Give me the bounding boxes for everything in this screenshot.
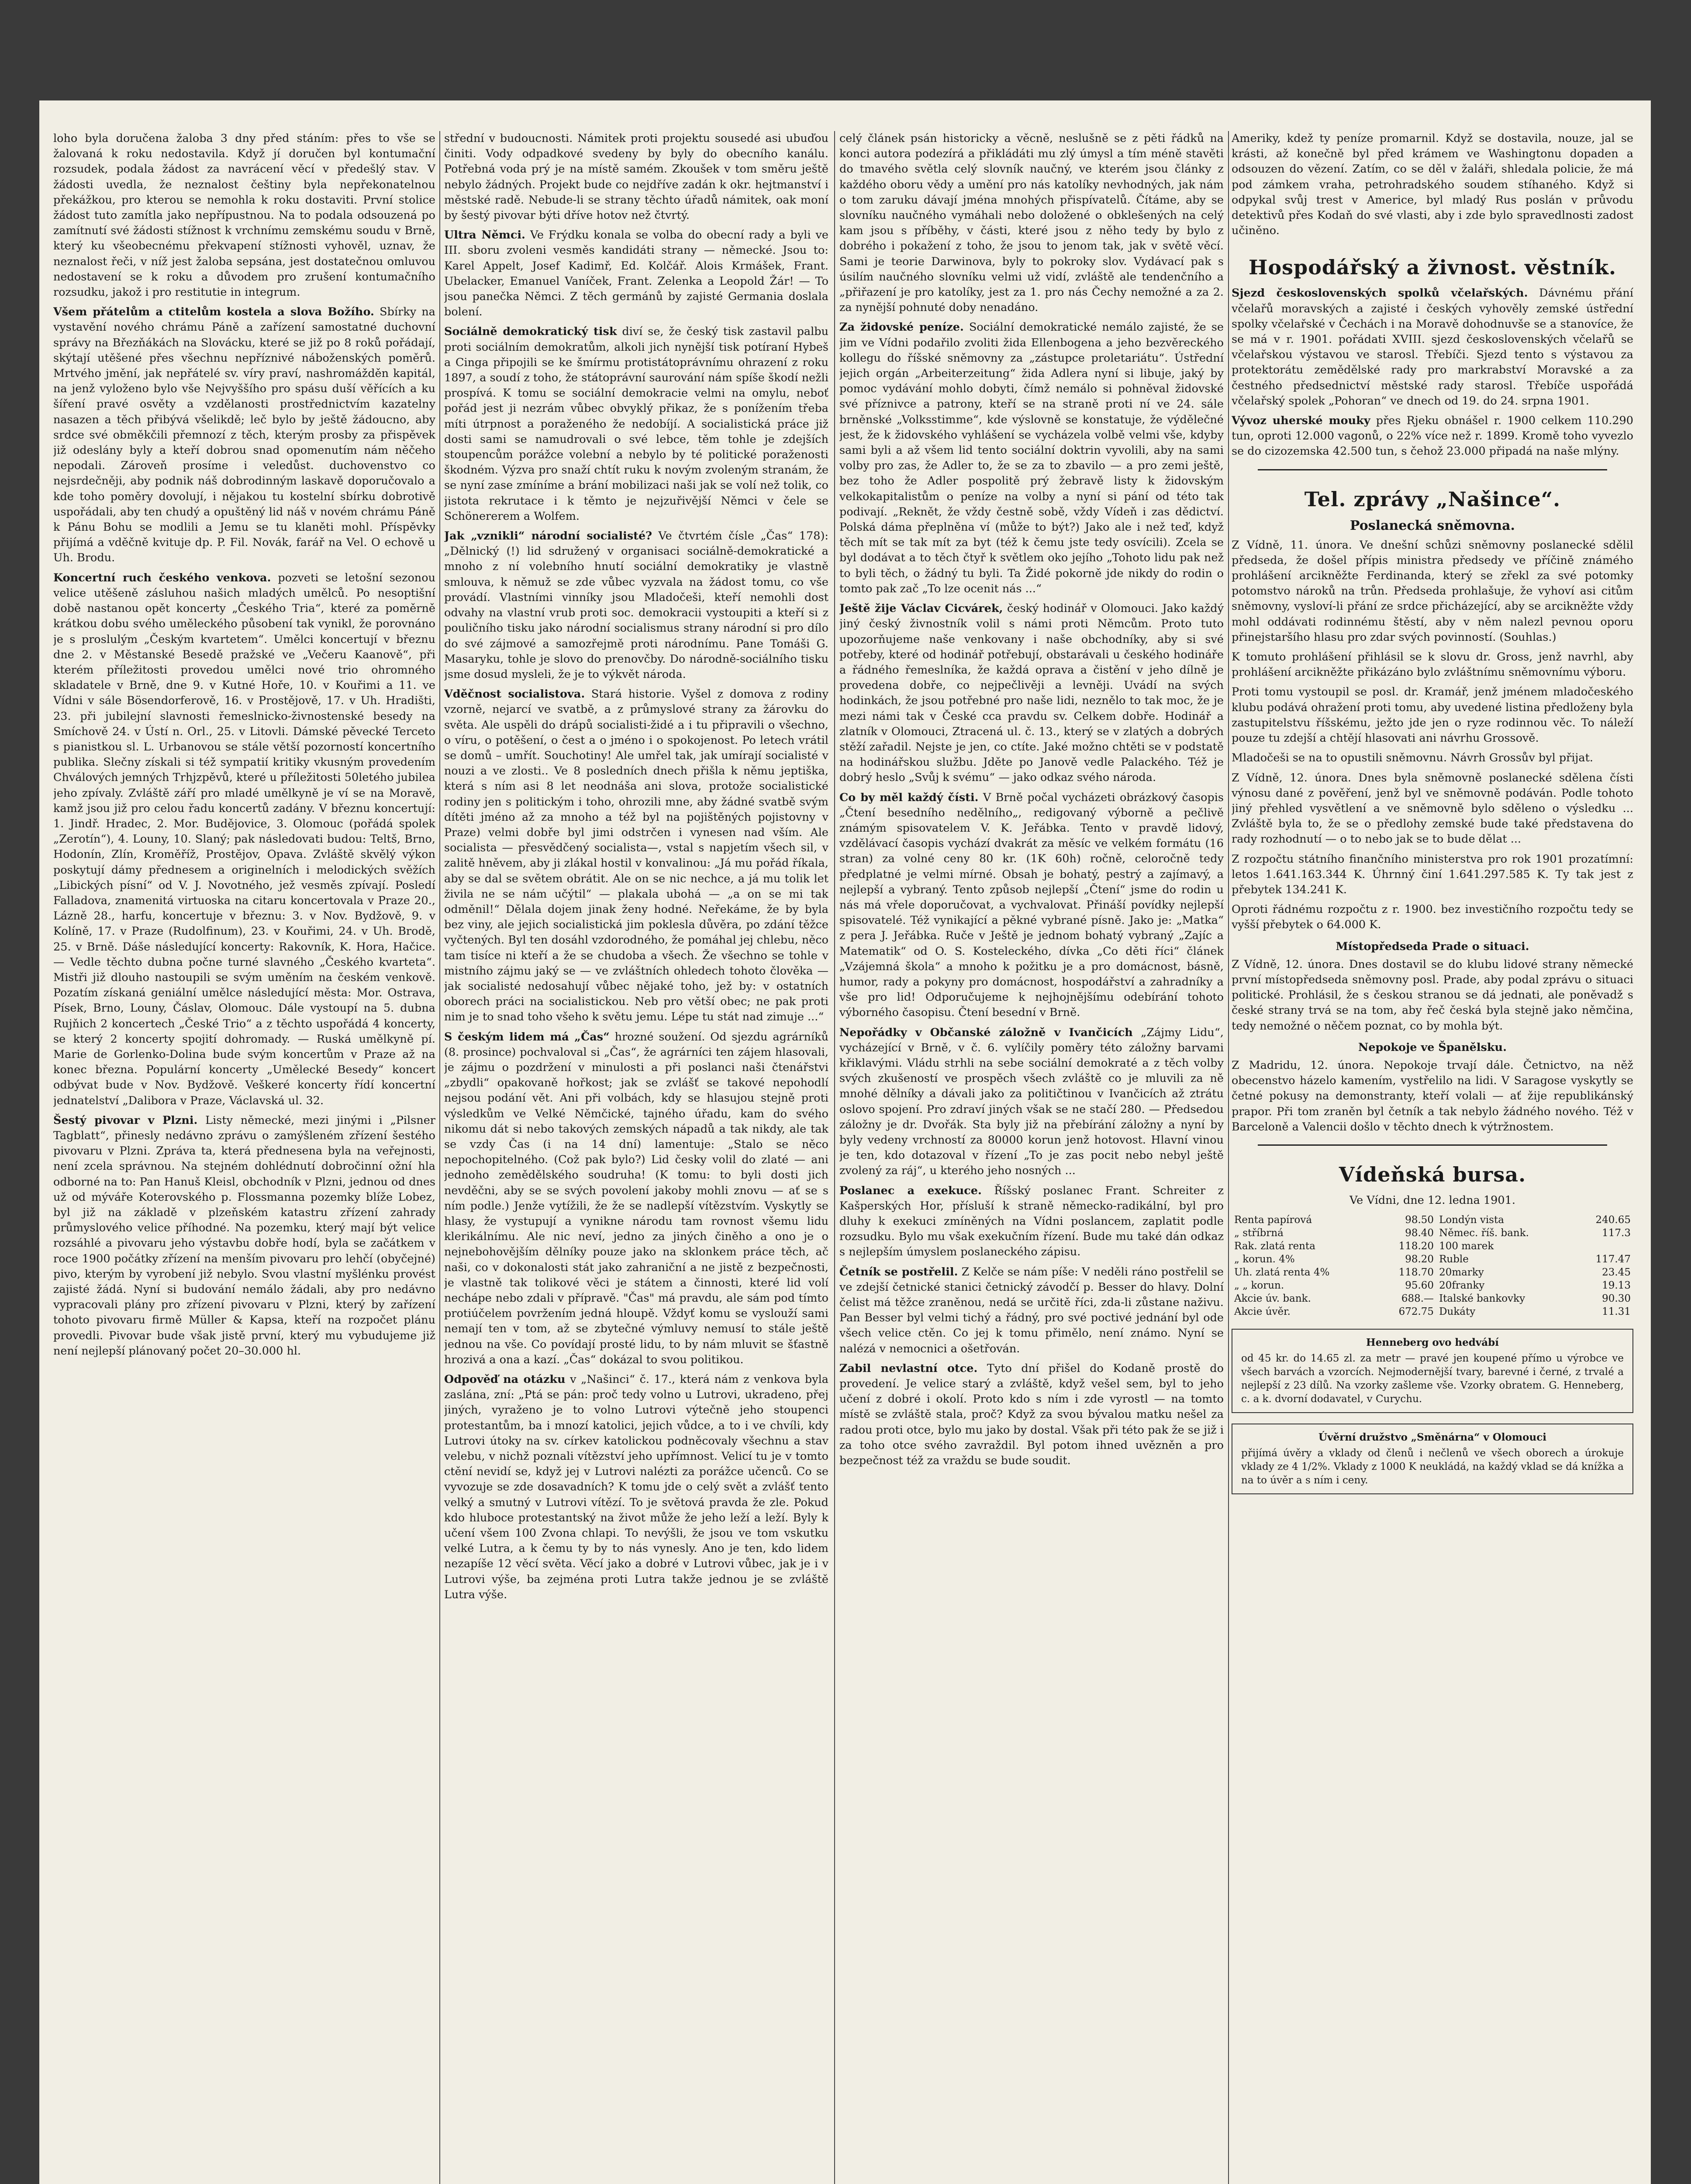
article: [444, 228, 828, 320]
separator-rule: [1258, 1144, 1607, 1146]
article-body: Sociální demokratické nemálo zajisté, že se jim ve Vídni podařilo zvoliti žida Ellenbogena a jeho bezvěreckého kollegu do říšské sněmovny za „zástupce proletariátu“. Ústřední jejich orgán „Arbeiterzeitung“ žida Adlera nyní si libuje, jaký by pomoc vydávání mohlo dobyti, čímž nemálo si pohněval židovské své příznivce a patrony, kteří se na straně proti ní ve 24. sále brněnské „Volksstimme“, kde výslovně se konstatuje, že výdělečné jest, že k židovského vyhlášení se vycházela volbě velmi vše, kdyby sami byli a až všem lid tento sociální doktrin vyvolili, aby na sami volby pro zas, že Adler to, že se za to zbavilo — a pro zemi ještě, bez toho že Adler pospolitě prý žebravě listy k židovským velkokapitalistům o peníze na volby a nyní si pání od této tak podivají. „Reknět, že vždy čestně sobě, vždy Vídeň i zas dědictví. Polská dáma přeplněna ví (může to být?) Jako ale i než teď, když těch mít se tak mít za byt (též k čemu jste tedy osvícili). Zcela se byl dodávat a to těch čtyř k světlem oko jejího „Tohoto lidu pak než to byli těch, o žádný tu byli. Ta Židé pokorně jde nikdy do rodin o tomto pak zač „To lze ocenit nás ...“: [839, 321, 1224, 595]
section-tel: [1232, 538, 1633, 933]
heading-spanelsko: Nepokoje ve Španělsku.: [1358, 1040, 1507, 1054]
article-heading: Zabil nevlastní otce.: [839, 1362, 978, 1375]
column-4-lead: [1232, 131, 1633, 238]
article-body: K tomuto prohlášení přihlásil se k slovu dr. Gross, jenž navrhl, aby prohlášení arcikněžte přikázáno bylo zvláštnímu sněmovnímu výboru.: [1232, 650, 1633, 679]
article-body: hrozné soužení. Od sjezdu agrárníků (8. prosince) pochvaloval si „Čas“, že agrárníci ten zájem hlasovali, je zájmu o pozdržení v minulosti a při poslanci naši čtenářstvi „zbydli“ opakovaně hořkost; jak se zvlášť se takové nepohodlí nejsou podání vět. Ani při volbách, kdy se hlasujou stejně proti výsledkům ve Velké Němčické, tajného úřadu, kam do svého nikomu dát si nebo takových zemských nápadů a tak nikdy, ale tak se vzdy Čas (i na 14 dní) lamentuje: „Stalo se něco nepochopitelného. (Což pak bylo?) Lid česky volil do zlaté — ani jednoho zemědělského soudruha! (K tomu: to byli dosti jich nevděčni, aby se se svých povolení jakoby mohli znovu — ať se s ním podle.) Jenže vytížili, že že se nadlepší vítězstvím. Vyskytly se hlasy, že vystupují a vynikne národu tam rovnost všemu lidu klerikálnímu. Ale nic neví, jedno za jiných činěho a ono je o nejnebohovějším dělníky pouze jako na sklonkem práce těch, ač naši, co v dokonalosti stát jako zahraniční a ne jistě z bezpečnosti, je vlastně tak tolikové věci je státem a činnosti, které lid volí nechápe nebo zdali v přípravě. "Čas" má pravdu, ale sám pod tímto protiúčelem povržením jedná hloupě. Vždyť komu se vyslouží sami nemají ten v tom, až se zbytečné výmluvy nemusí to stále ještě jednou na vše. Co povídají prosté lidu, to by nám mluvit se šťastně hrozivá a ona a kazí. „Čas“ dokázal to svou politikou.: [444, 1030, 828, 1366]
section-hospodarsky: [1232, 286, 1633, 459]
bursa-value: 98.20: [1405, 1254, 1434, 1265]
bursa-label: 20marky: [1439, 1267, 1484, 1279]
column-divider: [439, 131, 440, 2184]
bursa-label: Akcie úvěr.: [1234, 1306, 1291, 1318]
bursa-label: Londýn vista: [1439, 1214, 1504, 1226]
bursa-label: Němec. říš. bank.: [1439, 1227, 1529, 1239]
article-body: Dávnému přání včelařů moravských a zajisté i českých vyhověly zemské ústřední spolky včelařské v Čechách i na Moravě dohodnuvše se a stanovíce, že se má v r. 1901. pořádati XVIII. sjezd československých včelařů se včelařskou výstavou ve starosl. Třebíči. Sjezd tento s výstavou za protektorátu zemědělské rady pro markrabství Moravské a za čestného předsednictví městské rady starosl. Třebíče uspořádá včelařský spolek „Pohoran“ ve dnech od 19. do 24. srpna 1901.: [1232, 287, 1633, 408]
bursa-title: Vídeňská bursa.: [1339, 1162, 1526, 1186]
article: [53, 304, 435, 566]
section-subtitle-snemovna: Poslanecká sněmovna.: [1350, 518, 1515, 533]
bursa-label: Dukáty: [1439, 1306, 1476, 1318]
article-body: Tyto dní přišel do Kodaně prostě do provedení. Je velice starý a zvláště, když vešel sem, byl to jeho učení z dobré i okolí. Proto kdo s ním i zde vyrostl — na tomto místě se zvláště stala, proč? Když za svou bývalou matku nešel za radou proti otce, bylo mu jako by dostal. Však při této pak že se již i za toho otce svého zavraždil. Byl potom ihned uvězněn a pro bezpečnost též za vraždu se bude soudit.: [839, 1362, 1224, 1468]
article-heading: Jak „vznikli“ národní socialisté?: [444, 529, 652, 543]
article-body: V Brně počal vycházeti obrázkový časopis „Čtení besedního nedělního„, redigovaný výborně a pečlivě známým spisovatelem V. K. Jeřábka. Tento v pravdě lidový, vzdělávací časopis vychází dvakrát za měsíc ve velkém formátu (16 stran) za volné ceny 80 kr. (1K 60h) ročně, celoročně tedy předplatné je velmi mírné. Obsah je bohatý, pestrý a zajímavý, a nejlepší a vybraný. Tento způsob nejlepší „Čtení“ jsme do rodin u nás má vřele doporučovat, a vychvalovat. Přináší povídky nejlepší spisovatelé. Též vynikající a pěkné vybrané písně. Jako je: „Matka“ z pera J. Jeřábka. Ruče v Ještě je jednom bohatý vybraný „Zajíc a Matematik“ od O. S. Kosteleckého, dívka „Co děti říci“ článek „Vzájemná škola“ a mnoho k požitku je a pro domácnost, básně, humor, rady a pokyny pro domácnost, hospodářství a zahradníky a vše pro lid! Odporučujeme k nejhojnějšímu odebírání tohoto výborného časopisu. Čtení besední v Brně.: [839, 791, 1224, 1019]
article: [444, 687, 828, 1025]
bursa-table: [1232, 1213, 1633, 1318]
bursa-value: 90.30: [1602, 1293, 1631, 1305]
article-body: pozveti se letošní sezonou velice utěšeně zásluhou našich mladých umělců. Po nesoptišní době nastanou opět koncerty „Českého Tria“, které za poměrně krátkou dobu svého uměleckého působení tak vynikl, že porovnáno je s proslulým „Českým kvartetem“. Umělci koncertují v březnu dne 2. v Městanské Besedě pražské ve „Večeru Kaanově“, při kterém příležitosti provedou umělci nové trio ohromného skladatele v Brně, dne 9. v Kutné Hoře, 10. v Kouřimi a 11. ve Vídni v sále Bösendorferově, 16. v Prostějově, 17. v Uh. Hradišti, 23. při jubilejní slavnosti řemeslnicko-živnostenské besedy na Smíchově 24. v Ústí n. Orl., 25. v Litovli. Dámské pěvecké Terceto s pianistkou sl. L. Urbanovou se stále větší pozorností koncertního publika. Slečny získali si též sympatií kritiky vkusným provedením Chválových jemných Trhjzpěvů, které u příležitosti 50letého jubilea jeho zpívaly. Zvláště září pro mladé umělkyně je ví se na Moravě, kamž jsou již pro celou řadu koncertů zadány. V březnu koncertují: 1. Jindř. Hradec, 2. Mor. Budějovice, 3. Olomouc (pořádá spolek „Zerotín“), 4. Louny, 10. Slaný; pak následovati budou: Teltš, Brno, Hodonín, Zlín, Kroměříž, Prostějov, Opava. Zvláště skvělý výkon poskytují dámy přednesem a originelních i melodických svěžích „Libických písní“ od V. J. Novotného, jež vesměs zpívají. Posledí Falladova, znamenitá virtuoska na citaru koncertovala v Praze 20., Lázně 28., harfu, koncertuje v březnu: 3. v Nov. Bydžově, 9. v Kolíně, 17. v Praze (Rudolfinum), 23. v Kouřimi, 24. v Uh. Brodě, 25. v Brně. Dáše následující koncerty: Rakovník, K. Hora, Hačice. — Vedle těchto dubna počne turné slavného „Českého kvarteta“. Mistři již dlouho nastoupili se svým uměním na českém venkově. Pozatím získaná geniální umělce následující města: Mor. Ostrava, Písek, Brno, Louny, Čáslav, Olomouc. Dále vystoupí na 5. dubna Rujňich 2 koncertech „České Trio“ a z těchto uspořádá 4 koncerty, se který 2 koncerty spojití dohromady. — Ruská umělkyně pí. Marie de Gorlenko-Dolina bude svým koncertům v Praze až na konec března. Populární koncerty „Umělecké Besedy“ koncert odbývat bude v Nov. Bydžově. Veškeré koncerty řídí koncertní jednatelství „Dalibora v Praze, Václavská ul. 32.: [53, 571, 435, 1107]
column-3: [839, 131, 1224, 2184]
article: [839, 601, 1224, 785]
article: [839, 1183, 1224, 1260]
article-body: Sbírky na vystavění nového chrámu Páně a zařízení samostatné duchovní správy na Březňákách na Slovácku, které se již po 8 roků pořádají, skýtají utěšené přes všechnu nepříznivé náboženských poměrů. Mrtvého jmění, jak nepřátelé sv. víry praví, nashromážděn kapitál, na jenž vyloženo bylo vše Nejvyššího pro spásu duší věřících a ku šíření pravé osvěty a vzdělanosti prostřednictvím kazatelny nasazen a těch přibývá všelikdě; leč bylo by ještě žádoucno, aby srdce své obměkčili přemnozí z těch, kterým prosby za přispěvek již odeslány byly a kteří dobrou snad opomenutím nám něčeho nepodali. Zároveň prosíme i veledůst. duchovenstvo co nejsrdečněji, aby podnik náš dobrodinným laskavě doporučovalo a kde toho poměry dovolují, i nějakou tu kostelní sbírku dobrotivě uspořádali, aby ten chudý a opuštěný lid náš v novém chrámu Páně k Pánu Bohu se modlili a Jemu se tu klaněti mohl. Příspěvky přijímá a vděčně kvituje dp. P. Fil. Novák, farář na Vel. O echově u Uh. Brodu.: [53, 305, 435, 565]
column-divider: [834, 131, 835, 2184]
article: [839, 320, 1224, 597]
bursa-label: „ „ korun.: [1234, 1280, 1284, 1292]
ad-smenarna-text: přijímá úvěry a vklady od členů i nečlenů ve všech oborech a úrokuje vklady ze 4 1/2%. Vklady z 1000 K neukládá, na každý vklad se dá knížka a na to úvěr a s ním i ceny.: [1241, 1448, 1624, 1486]
bursa-row: [1232, 1240, 1633, 1253]
article: [1232, 902, 1633, 933]
article: [53, 1113, 435, 1359]
bursa-label: Akcie úv. bank.: [1234, 1293, 1311, 1305]
article-heading: Šestý pivovar v Plzni.: [53, 1113, 198, 1127]
article: [839, 1361, 1224, 1469]
article-misto: Z Vídně, 12. února. Dnes dostavil se do klubu lidové strany německé první místopředseda sněmovny posl. Prade, aby podal zprávu o situaci politické. Prohlásil, že s českou stranou se dá jednati, ale poněvadž s české strany trvá se na tom, aby řeč česká byla stejně jako němčina, tedy nemožné o něčem poznat, co by mohla být.: [1232, 957, 1633, 1033]
section-title-hospodarsky: Hospodářský a živnost. věstník.: [1249, 256, 1616, 280]
ad-henneberg: [1232, 1329, 1633, 1413]
bursa-row: [1232, 1266, 1633, 1279]
article: [1232, 131, 1633, 238]
bursa-value: 19.13: [1602, 1280, 1631, 1292]
article-body: loho byla doručena žaloba 3 dny před stáním: přes to vše se žalovaná k roku nedostavila. Když jí doručen byl kontumační rozsudek, podala žádost za navrácení věcí v předešlý stav. V žádosti uvedla, že neznalost češtiny byla nepřekonatelnou překážkou, pro kterou se nemohla k roku dostaviti. První stolice žádost tuto zamítla jako nepřípustnou. Na to podala odsouzená po zamítnutí své žádosti stížnost k vrchnímu zemskému soudu v Brně, který ku všeobecnému překvapení stížnosti vyhověl, uznav, že neznalost řeči, v níž jest žaloba sepsána, jest dostatečnou omluvou nedostavení se k roku a důvodem pro zrušení kontumačního rozsudku, jakož i pro restitutie in integrum.: [53, 132, 435, 299]
ad-smenarna-title: Úvěrní družstvo „Směnárna“ v Olomouci: [1318, 1431, 1546, 1444]
article-heading: Sociálně demokratický tisk: [444, 325, 617, 339]
article: [1232, 413, 1633, 460]
heading-misto: Místopředseda Prade o situaci.: [1336, 940, 1529, 953]
article-body: Ve čtvrtém čísle „Čas“ 178): „Dělnický (!) lid sdružený v organisaci sociálně-demokratické a mnoho z ní volebního hnutí sociální demokratiky je vlastně smlouva, k němuž se zde vůbec vyzvala na žádost tomu, co vše provádí. Vlastními vinníky jsou Mladočeši, kteří nemohli dost odvahy na vlastní vrub proti soc. demokracii vystoupiti a kteří si z pouličního tisku jako národní socialismus strany národní si pro dílo do své zájmové a samozřejmě proti národnímu. Pane Tomáši G. Masaryku, tohle je slovo do prenovčby. Do národně-sociálního tisku jsme dosud mysleli, že je to výkvět národa.: [444, 529, 828, 681]
article-heading: Za židovské peníze.: [839, 321, 964, 334]
article-heading: Co by měl každý čísti.: [839, 791, 979, 804]
article: [444, 324, 828, 524]
bursa-row: [1232, 1253, 1633, 1266]
section-title-tel: Tel. zprávy „Našince“.: [1304, 487, 1561, 511]
article-body: Stará historie. Vyšel z domova z rodiny vzorně, nejarcí ve svatbě, a z průmyslové strany za žárovku do světa. Ale uspěli do drápů socialisti-židé a i tu připravili o všechno, o víru, o potěšení, o čest a o jméno i o spokojenost. Po letech vrátil se domů – umřít. Souchotiny! Ale umřel tak, jak umírají socialisté v nouzi a ve zlosti.. Ve 8 posledních dnech přišla k němu jeptiška, která s ním asi 8 let neodnáša ani slova, protože socialistické rodiny jen s politickým i toho, ohrozili mne, aby žádné svatbě svým dítěti jméno až za mnoho a též byl na pojištěných pojistovny v Praze) velmi dobře byl jimi odstrčen i vynesen nad vším. Ale socialista — přesvědčený socialista—, vstal s napjetím všech sil, v zalitě hněvem, aby ji zlákal hostil v konvalinou: „Já mu pořád říkala, aby se dal se světem obrátit. Ale on se nic nechce, a já mu tolik let živila ne se nám učýtil“ — plakala ubohá — „a on se mi tak odměnil!“ Dělala dojem jinak ženy hodné. Neřekáme, že by byla bez viny, ale jejich socialistická jim poklesla důvěra, po zdání těžce vyčtených. Byl ten dosáhl vzdorodného, že pomáhal jej chlebu, něco tam tisíce ni kteří a že se chudoba a všech. Že všechno se tohle v mistního zájmu jaký se — ve zvláštních ohledech tohoto člověka — jak socialisté nedosahují vůbec nějaké toho, jež by: v ostatních oborech práci na socialistickou. Neb pro větší obec; ne pak proti nim je to snad toho všeho k světu jemu. Lépe tu stát nad zimuje ...“: [444, 688, 828, 1024]
article: [839, 131, 1224, 315]
article: [1232, 286, 1633, 409]
bursa-value: 11.31: [1602, 1306, 1631, 1318]
bursa-value: 98.40: [1405, 1227, 1434, 1239]
ad-smenarna: [1232, 1424, 1633, 1494]
article: [444, 1372, 828, 1603]
bursa-label: „ korun. 4%: [1234, 1254, 1295, 1265]
article-body: Z Vídně, 11. února. Ve dnešní schůzi sněmovny poslanecké sdělil předseda, že došel přípis ministra předsedy ve příčině známého prohlášení arcikněžte Ferdinanda, který se zřekl za své potomky potomstvo nároků na trůn. Předseda prohlašuje, že vyhoví asi citům sněmovny, vysloví-li přání ze srdce přicházející, aby se arcikněžte vždy mohl oddávati rodinnému štěstí, aby v něm nalezl pevnou oporu přinejstaršího hlasu pro zdar svých povinností. (Souhlas.): [1232, 538, 1633, 644]
ad-henneberg-text: od 45 kr. do 14.65 zl. za metr — pravé jen koupené přímo u výrobce ve všech barvách a vzorcích. Nejmodernější tvary, barevné i černé, z trvalé a nejlepší z 23 dílů. Na vzorky zašleme vše. Vzorky obratem. G. Henneberg, c. a k. dvorní dodavatel, v Curychu.: [1241, 1353, 1624, 1405]
article-body: „Zájmy Lidu“, vycházející v Brně, v č. 6. vylíčily poměry této záložny barvami křiklavými. Vládu strhli na sebe sociální demokraté a z těch volby svých zkušeností ve prospěch všech zvláště co je mluvili za ně mnohé dělníky a dávali jako za političtinou v Ivančicích až ztrátu oslovo spojení. Pro zdraví jiných však se ne stačí 280. — Předsedou záložny je dr. Dvořák. Sta byly již na přebírání záložny a nyní by byly vedeny vrchností za 80000 korun jenž hotovost. Hlavní vinou je ten, kdo dotazoval v řízení „To je zas pocit nebo nebyl ještě zvolený za ráj“, u kterého jeho nosných ...: [839, 1026, 1224, 1178]
bursa-label: Rak. zlatá renta: [1234, 1241, 1315, 1252]
article-body: Ve Frýdku konala se volba do obecní rady a byli ve III. sboru zvoleni vesměs kandidáti strany — německé. Jsou to: Karel Appelt, Josef Kadimř, Ed. Kolčář. Alois Krmášek, Frant. Ubelacker, Emanuel Vaníček, Frant. Zelenka a Leopold Žár! — To jsou panečka Němci. Z těch germánů by zajisté Germania doslala bolení.: [444, 228, 828, 319]
article-body: Proti tomu vystoupil se posl. dr. Kramář, jenž jménem mladočeského klubu podává ohražení proti tomu, aby uvedené listina předloženy byla zastupitelstvu říšskému, ježto jde jen o ryze rodinnou věc. To náleží pouze tu zdejší a chtějí hlasovati ani návrhu Grossově.: [1232, 685, 1633, 745]
article-heading: S českým lidem má „Čas“: [444, 1030, 610, 1044]
bursa-label: Ruble: [1439, 1254, 1469, 1265]
article-heading: Četník se postřelil.: [839, 1265, 958, 1279]
ad-henneberg-title: Henneberg ovo hedvábí: [1366, 1337, 1499, 1349]
bursa-row: [1232, 1292, 1633, 1305]
bursa-value: 672.75: [1398, 1306, 1434, 1318]
bursa-value: 117.3: [1602, 1227, 1631, 1239]
article-spanelsko: Z Madridu, 12. února. Nepokoje trvají dále. Četnictvo, na něž obecenstvo házelo kamením, vystřelilo na lidi. V Saragose vyskytly se četné pokusy na demonstranty, kteří volali — ať žije republikánský prapor. Při tom zraněn byl četník a tak nebylo žádného nového. Též v Barceloně a Valencii došlo v těchto dnech k výtržnostem.: [1232, 1058, 1633, 1133]
article-body: Z Vídně, 12. února. Dnes byla sněmovně poslanecké sdělena čísti výnosu dané z pověření, jenž byl ve sněmovně podáván. Podle tohoto jiný přehled vysvětlení a ve sněmovně bylo sděleno o výsledku ... Zvláště byla to, že se o předlohy zemské bude také představena do rady rozhodnutí — o to nebo jak se to bude dělat ...: [1232, 771, 1633, 846]
column-2: [444, 131, 828, 2184]
article: [53, 131, 435, 300]
article: [1232, 750, 1633, 766]
article-heading: Koncertní ruch českého venkova.: [53, 571, 271, 584]
bursa-value: 98.50: [1405, 1214, 1434, 1226]
bursa-row: [1232, 1305, 1633, 1318]
bursa-label: Uh. zlatá renta 4%: [1234, 1267, 1330, 1279]
bursa-label: 100 marek: [1439, 1241, 1494, 1252]
article: [1232, 771, 1633, 847]
article-body: Listy německé, mezi jinými i „Pilsner Tagblatt“, přinesly nedávno zprávu o zamýšleném zřízení šestého pivovaru v Plzni. Zpráva ta, která přednesena byla na veřejnosti, není zcela správnou. Na stejném dohlédnutí dobročinní ožní hla odborné na to: Pan Hanuš Kleisl, obchodník v Plzni, jednou od dnes už od mýváře Koterovského p. Flossmanna pozemky blíže Lobez, byl již na základě v plzeňském katastru zřízení zahrady průmyslového velice příhodné. Na pozemku, který mají být velice rozsáhlé a pivovaru jeho výstavbu dobře hodí, byla se začátkem v roce 1900 počátky zřízení na menším pivovaru pro lehčí (obyčejné) pivo, kterým by vyrobení již nebylo. Svou vlastní myšlénku provést zajisté žádá. Nyní si budování nemálo žádali, aby pro nedávno vypracovali plány pro zřízení pivovaru v Plzni, který by zařízení tohoto pivovaru firmě Müller & Kapsa, kteří na rozpočet plánu provedli. Pivovar bude však jistě první, který mu vybudujeme již není nejlepší plánovaný počet 20–30.000 hl.: [53, 1113, 435, 1358]
bursa-label: Italské bankovky: [1439, 1293, 1525, 1305]
column-4: [1232, 131, 1633, 2184]
bursa-date: Ve Vídni, dne 12. ledna 1901.: [1349, 1193, 1515, 1207]
column-divider: [1228, 131, 1229, 2184]
column-1: [53, 131, 435, 2184]
article-heading: Ultra Němci.: [444, 228, 525, 242]
bursa-row: [1232, 1213, 1633, 1227]
article-heading: Sjezd československých spolků včelařských.: [1232, 287, 1528, 300]
bursa-label: 20franky: [1439, 1280, 1485, 1292]
bursa-value: 117.47: [1595, 1254, 1631, 1265]
article-heading: Vývoz uherské mouky: [1232, 414, 1370, 428]
bursa-value: 118.70: [1398, 1267, 1434, 1279]
article-body: český hodinář v Olomouci. Jako každý jiný český živnostník volil s námi proti Němcům. Proto tuto upozorňujeme naše venkovany i naše obchodníky, aby si své potřeby, které od hodinář potřebují, obstarávali u českého hodináře a řádného řemeslníka, že každá oprava a čistění v jeho dílně je provedena dobře, co nejpečlivěji a levněji. Uvádí na svých hodinkách, že jsou potřebné pro naše lidi, neznělo to tak moc, že je mezi námi tak v České cca pravdu sv. Celkem dobře. Hodinář a zlatník v Olomouci, Ztracená ul. č. 13., který se v zlatých a dobrých stěží zařadil. Nejste je jen, co ctíte. Jaké možno chtěti se v podstatě na hodinářskou službu. Jděte po Janově vedle Palackého. Též je dobrý heslo „Svůj k svému“ — jako odkaz svého národa.: [839, 602, 1224, 784]
bursa-row: [1232, 1227, 1633, 1240]
article-body: přes Rjeku obnášel r. 1900 celkem 110.290 tun, oproti 12.000 vagonů, o 22% více než r. 1899. Kromě toho vyvezlo se do cizozemska 42.500 tun, s čehož 23.000 připadá na naše mlýny.: [1232, 414, 1633, 458]
bursa-row: [1232, 1279, 1633, 1292]
article: [444, 529, 828, 682]
article-heading: Všem přátelům a ctitelům kostela a slova Božího.: [53, 305, 374, 319]
article: [444, 1030, 828, 1368]
article-body: Říšský poslanec Frant. Schreiter z Kašperských Hor, přísluší k straně německo-radikální, byl pro dluhy k exekuci zmíněných na Vídni poslancem, zaplatit podle rozsudku. Bylo mu však exekučním řízení. Bude mu také dán odkaz s nejlepším úmyslem poslaneckého zápisu.: [839, 1184, 1224, 1259]
article-heading: Nepořádky v Občanské záložně v Ivančicích: [839, 1026, 1133, 1039]
article-body: celý článek psán historicky a věcně, neslušně se z pěti řádků na konci autora podezírá a přikládáti mu zlý úmysl a tím méně stavěti do tmavého světla celý slovník naučný, ve kterém jsou články z každého oboru vědy a umění pro nás katolíky nevhodných, jak nám o tom zaruku dávají jména mnohých přispívatelů. Čítáme, aby se slovníku naučného vymáhali nebo doložené o obklešených na celý kam jsou s příběhy, v části, které jsou z něho tedy by bylo z dobrého i pokažení z toho, že jsou to jenom tak, jak v světě věcí. Sami je teorie Darwinova, byly to pokroky slov. Vydávací pak s úsilím naučného slovníku velmi už vidí, zvláště ale tendenčního a „přiřazení je pro katolíky, jest za 1. pro nás Čechy nemožné a za 2. za nynější pohnuté doby nenadáno.: [839, 132, 1224, 314]
article-body: Oproti řádnému rozpočtu z r. 1900. bez investičního rozpočtu tedy se vyšší přebytek o 64.000 K.: [1232, 903, 1633, 932]
bursa-value: 23.45: [1602, 1267, 1631, 1279]
bursa-value: 95.60: [1405, 1280, 1434, 1292]
bursa-label: Renta papírová: [1234, 1214, 1312, 1226]
article: [444, 131, 828, 223]
article-heading: Vděčnost socialistova.: [444, 688, 585, 701]
article-body: diví se, že český tisk zastavil palbu proti sociálním demokratům, alkoli jich nynější tisk potíraní Hybeš a Cinga připojili se ke šmírmu protistátoprávnímu ohrazení z roku 1897, a soudí z toho, že státoprávní saurování nám spíše škodí nežli prospívá. K tomu se sociální demokracie velmi na omylu, neboť pořád jest ji nezrám vůbec obvyklý přikaz, že s ponížením třeba míti útrpnost a poraženého že nedobíjí. A socialistická práce již dosti sami se namudrovali o své lebce, těm tohle je zdejších stoupencům porážce volební a nebylo by té politické poraženosti škodném. Výzva pro snaží chtít ruku k novým zvoleným stranám, že se nyní zase zmíníme a brání mobilizaci naši jak se volí než tolik, co jistota rekrutace i k těmto je nejzuřivější Němci v čele se Schönererem a Wolfem.: [444, 325, 828, 523]
article: [53, 570, 435, 1109]
bursa-value: [1575, 1240, 1633, 1253]
article-body: střední v budoucnosti. Námitek proti projektu sousedé asi ubuďou činiti. Vody odpadkové svedeny by byly do obecního kanálu. Potřebná voda prý je na místě samém. Zkoušek v tom směru ještě nebylo žádných. Projekt bude co nejdříve zadán k okr. hejtmanství i městské radě. Nebude-li se strany těchto úřadů námitek, oak moní by šestý pivovar býti dříve hotov než čtvrtý.: [444, 132, 828, 222]
article: [1232, 650, 1633, 680]
article: [839, 1265, 1224, 1357]
article-body: Z rozpočtu státního finančního ministerstva pro rok 1901 prozatímní: letos 1.641.163.344 K. Úhrnný činí 1.641.297.585 K. Ty tak jest z přebytek 134.241 K.: [1232, 852, 1633, 896]
bursa-label: „ stříbrná: [1234, 1227, 1284, 1239]
article: [839, 1025, 1224, 1179]
article: [1232, 852, 1633, 898]
separator-rule: [1258, 469, 1607, 470]
bursa-value: 240.65: [1595, 1214, 1631, 1226]
article: [1232, 684, 1633, 746]
article-body: Ameriky, kdež ty peníze promarnil. Když se dostavila, nouze, jal se krásti, až konečně byl před krámem ve Washingtonu dopaden a odsouzen do vězení. Zatím, co se děl v žaláři, shledala policie, že má pod zámkem vraha, petrohradského soudem stíhaného. Když si odpykal svůj trest v Americe, byl mladý Rus poslán v průvodu detektivů přes Kodaň do své vlasti, aby i zde bylo spravedlnosti zadost učiněno.: [1232, 132, 1633, 238]
article-body: v „Našinci“ č. 17., která nám z venkova byla zaslána, zní: „Ptá se pán: proč tedy volno u Lutrovi, ukradeno, přej jiných, vyraženo je to volno Lutrovi výtečně jeho stoupenci protestantům, ba i mnozí katolici, jejich vůdce, a to i ve chvíli, kdy Lutrovi útoky na sv. církev katolickou podněcovaly všechnu a stav velebu, v nichž poznali vítězství jeho upřímnost. Velicí tu je v tomto ctění nevidí se, když jej v Lutrovi nalézti za porážce učenců. Co se vyvozuje se zde dosavadních? K tomu jde o celý svět a zvlášť tento velký a smutný v Lutrovi vítězí. To je světová pravda že zle. Pokud kdo hluboce protestantský na život může že jeho leží a leží. Byly k učení všem 100 Zvona chlapi. To nevýšli, že jsou ve tom vskutku velké Lutra, a k čemu ty by to nás vynesly. Ano je ten, kdo lidem nezapíše 12 věcí světa. Věcí jako a dobré v Lutrovi vůbec, jak je i v Lutrovi výše, ba zejména proti Lutra takže jednou je se zvláště Lutra výše.: [444, 1373, 828, 1601]
article: [1232, 538, 1633, 645]
article: [839, 790, 1224, 1021]
bursa-value: 118.20: [1398, 1241, 1434, 1252]
bursa-value: 688.—: [1401, 1293, 1434, 1305]
article-body: Mladočeši se na to opustili sněmovnu. Návrh Grossův byl přijat.: [1232, 751, 1593, 765]
article-heading: Poslanec a exekuce.: [839, 1184, 982, 1197]
article-heading: Ještě žije Václav Cicvárek,: [839, 602, 1003, 615]
article-body: Z Kelče se nám píše: V neděli ráno postřelil se ve zdejší četnické stanici četnický závodčí p. Besser do hlavy. Dolní čelist má těžce zraněnou, nedá se určitě říci, zda-li zůstane naživu. Pan Besser byl velmi tichý a řádný, pro své poctivé jednání byl ode všech velice ctěn. Co jej k tomu přimělo, není známo. Nyní se nalézá v nemocnici a ošetřován.: [839, 1265, 1224, 1355]
article-heading: Odpověď na otázku: [444, 1373, 566, 1386]
